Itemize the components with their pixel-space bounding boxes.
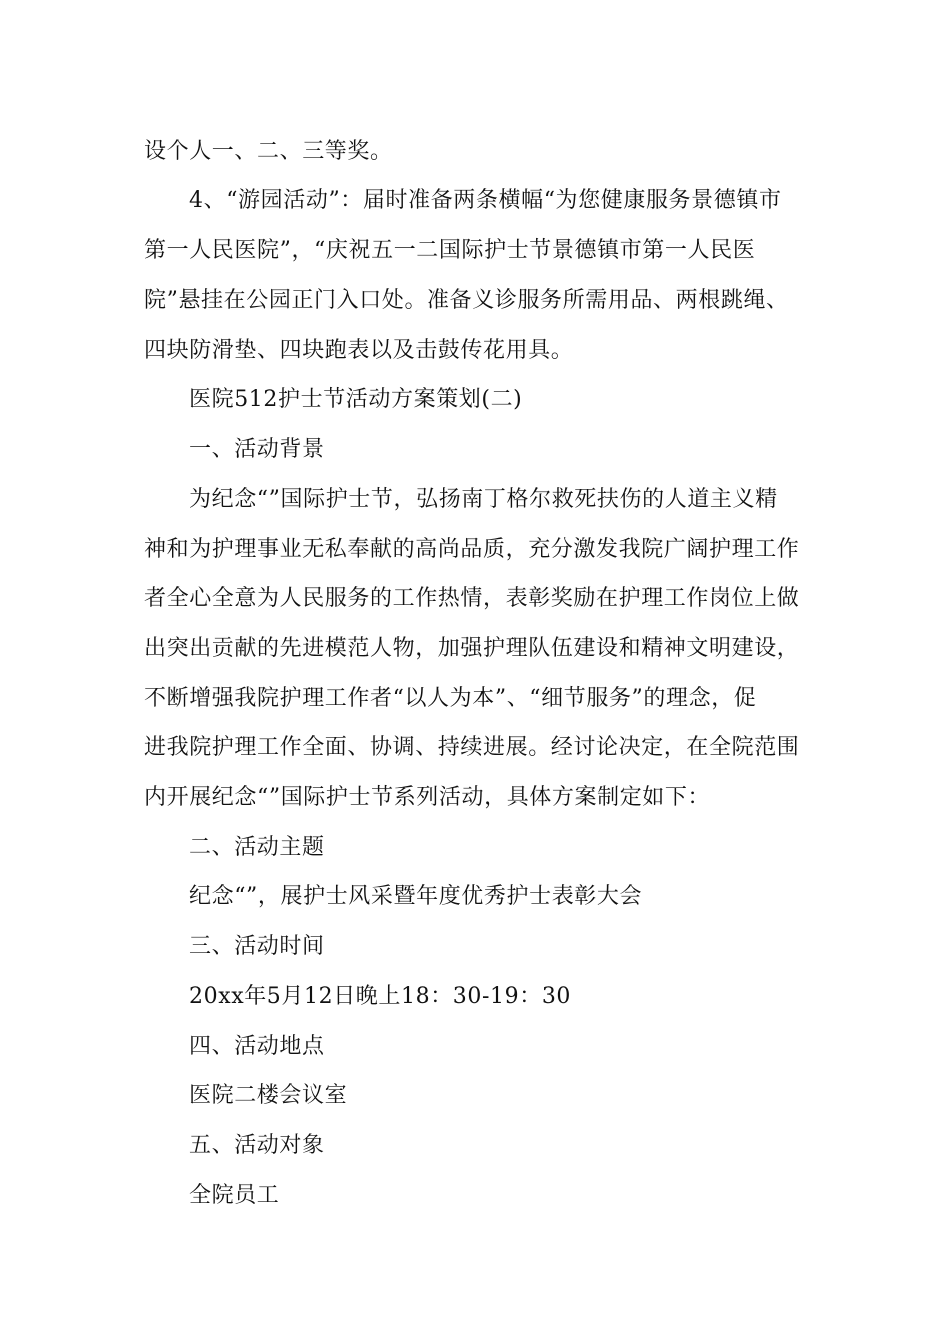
paragraph-line: 为纪念“”国际护士节，弘扬南丁格尔救死扶伤的人道主义精 — [189, 487, 778, 512]
paragraph-line: 第一人民医院”，“庆祝五一二国际护士节景德镇市第一人民医 — [144, 238, 756, 263]
paragraph-line: 20xx年5月12日晚上18：30-19：30 — [189, 984, 572, 1009]
paragraph-line: 设个人一、二、三等奖。 — [144, 139, 393, 164]
paragraph-line: 出突出贡献的先进模范人物，加强护理队伍建设和精神文明建设， — [144, 636, 800, 661]
paragraph-line: 不断增强我院护理工作者“以人为本”、“细节服务”的理念，促 — [144, 686, 757, 711]
paragraph-line: 者全心全意为人民服务的工作热情，表彰奖励在护理工作岗位上做 — [144, 586, 800, 611]
paragraph-line: 四块防滑垫、四块跑表以及击鼓传花用具。 — [144, 338, 574, 363]
paragraph-line: 院”悬挂在公园正门入口处。准备义诊服务所需用品、两根跳绳、 — [144, 288, 789, 313]
paragraph-line: 4、“游园活动”：届时准备两条横幅“为您健康服务景德镇市 — [189, 188, 782, 213]
paragraph-line: 全院员工 — [189, 1183, 280, 1208]
paragraph-line: 内开展纪念“”国际护士节系列活动，具体方案制定如下： — [144, 785, 711, 810]
section-heading: 一、活动背景 — [189, 437, 325, 462]
section-heading: 二、活动主题 — [189, 835, 325, 860]
paragraph-line: 进我院护理工作全面、协调、持续进展。经讨论决定，在全院范围 — [144, 735, 800, 760]
section-title: 医院512护士节活动方案策划(二) — [189, 387, 523, 412]
paragraph-line: 医院二楼会议室 — [189, 1083, 348, 1108]
section-heading: 四、活动地点 — [189, 1034, 325, 1059]
section-heading: 五、活动对象 — [189, 1133, 325, 1158]
paragraph-line: 纪念“”，展护士风采暨年度优秀护士表彰大会 — [189, 884, 643, 909]
section-heading: 三、活动时间 — [189, 934, 325, 959]
paragraph-line: 神和为护理事业无私奉献的高尚品质，充分激发我院广阔护理工作 — [144, 537, 800, 562]
